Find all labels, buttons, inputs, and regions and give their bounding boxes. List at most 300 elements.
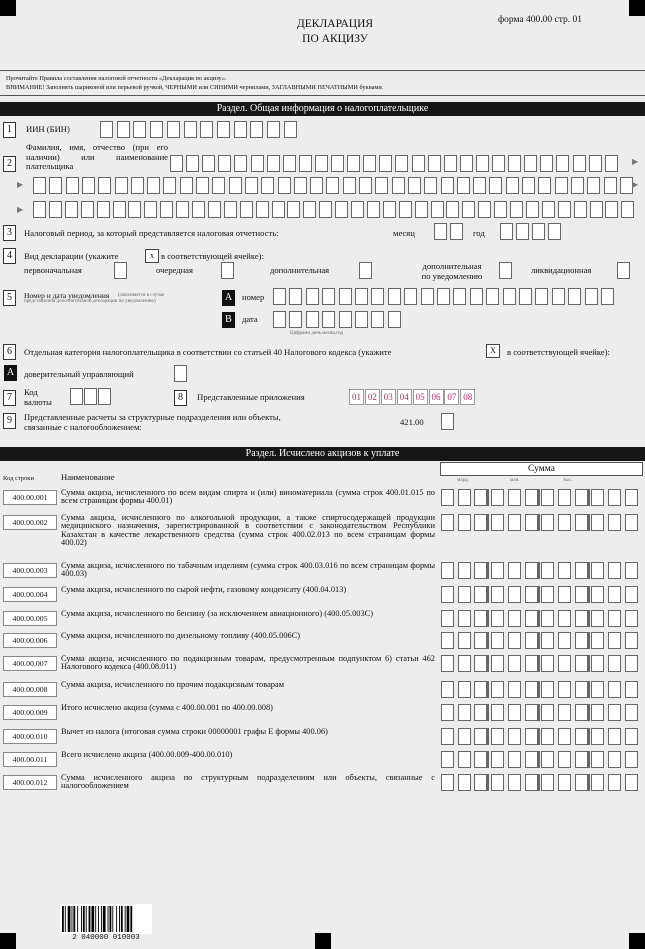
- notification-date-cell[interactable]: [388, 311, 401, 328]
- sum-digit-cell[interactable]: [508, 632, 521, 649]
- type-liquidation-checkbox[interactable]: [617, 262, 630, 279]
- sum-digit-cell[interactable]: [558, 514, 571, 531]
- attachment-number[interactable]: 02: [365, 389, 380, 405]
- name-cell[interactable]: [460, 155, 473, 172]
- sum-digit-cell[interactable]: [541, 728, 554, 745]
- attachment-number[interactable]: 03: [381, 389, 396, 405]
- sum-digit-cell[interactable]: [591, 489, 604, 506]
- sum-digit-cell[interactable]: [525, 562, 540, 579]
- period-year-cell[interactable]: [516, 223, 529, 240]
- iin-cell[interactable]: [284, 121, 297, 138]
- name-cell[interactable]: [299, 155, 312, 172]
- currency-cell[interactable]: [98, 388, 111, 405]
- period-month-cell[interactable]: [450, 223, 463, 240]
- sum-digit-cell[interactable]: [441, 586, 454, 603]
- name-cell[interactable]: [294, 177, 307, 194]
- notification-number-cell[interactable]: [519, 288, 532, 305]
- sum-digit-cell[interactable]: [591, 610, 604, 627]
- sum-digit-cell[interactable]: [608, 562, 621, 579]
- sum-digit-cell[interactable]: [625, 704, 638, 721]
- notification-number-cell[interactable]: [486, 288, 499, 305]
- sum-digit-cell[interactable]: [508, 514, 521, 531]
- name-cell[interactable]: [492, 155, 505, 172]
- iin-cell[interactable]: [117, 121, 130, 138]
- notification-number-cell[interactable]: [470, 288, 483, 305]
- name-cell[interactable]: [163, 177, 176, 194]
- sum-digit-cell[interactable]: [441, 514, 454, 531]
- name-cell[interactable]: [303, 201, 316, 218]
- sum-digit-cell[interactable]: [558, 586, 571, 603]
- name-cell[interactable]: [571, 177, 584, 194]
- name-cell[interactable]: [444, 155, 457, 172]
- name-cell[interactable]: [446, 201, 459, 218]
- name-cell[interactable]: [538, 177, 551, 194]
- name-cell[interactable]: [522, 177, 535, 194]
- iin-cell[interactable]: [184, 121, 197, 138]
- sum-digit-cell[interactable]: [441, 489, 454, 506]
- sum-digit-cell[interactable]: [558, 562, 571, 579]
- sum-digit-cell[interactable]: [625, 610, 638, 627]
- sum-digit-cell[interactable]: [508, 489, 521, 506]
- notification-date-cell[interactable]: [289, 311, 302, 328]
- name-cell[interactable]: [176, 201, 189, 218]
- sum-digit-cell[interactable]: [441, 751, 454, 768]
- sum-digit-cell[interactable]: [575, 728, 590, 745]
- sum-digit-cell[interactable]: [608, 728, 621, 745]
- name-cell[interactable]: [229, 177, 242, 194]
- sum-digit-cell[interactable]: [625, 514, 638, 531]
- sum-digit-cell[interactable]: [591, 728, 604, 745]
- iin-cell[interactable]: [200, 121, 213, 138]
- sum-digit-cell[interactable]: [525, 655, 540, 672]
- name-cell[interactable]: [558, 201, 571, 218]
- name-cell[interactable]: [49, 177, 62, 194]
- structural-checkbox[interactable]: [441, 413, 454, 430]
- sum-digit-cell[interactable]: [625, 728, 638, 745]
- sum-digit-cell[interactable]: [458, 610, 471, 627]
- name-cell[interactable]: [144, 201, 157, 218]
- sum-digit-cell[interactable]: [541, 774, 554, 791]
- name-cell[interactable]: [245, 177, 258, 194]
- sum-digit-cell[interactable]: [558, 681, 571, 698]
- name-cell[interactable]: [590, 201, 603, 218]
- sum-digit-cell[interactable]: [474, 751, 489, 768]
- sum-digit-cell[interactable]: [491, 514, 504, 531]
- name-cell[interactable]: [131, 177, 144, 194]
- notification-number-cell[interactable]: [371, 288, 384, 305]
- name-cell[interactable]: [457, 177, 470, 194]
- sum-digit-cell[interactable]: [575, 489, 590, 506]
- name-cell[interactable]: [335, 201, 348, 218]
- sum-digit-cell[interactable]: [441, 562, 454, 579]
- sum-digit-cell[interactable]: [508, 728, 521, 745]
- name-cell[interactable]: [424, 177, 437, 194]
- sum-digit-cell[interactable]: [558, 728, 571, 745]
- notification-number-cell[interactable]: [453, 288, 466, 305]
- sum-digit-cell[interactable]: [474, 586, 489, 603]
- sum-digit-cell[interactable]: [525, 728, 540, 745]
- sum-digit-cell[interactable]: [558, 704, 571, 721]
- sum-digit-cell[interactable]: [608, 632, 621, 649]
- name-cell[interactable]: [180, 177, 193, 194]
- sum-digit-cell[interactable]: [608, 586, 621, 603]
- sum-digit-cell[interactable]: [575, 632, 590, 649]
- sum-digit-cell[interactable]: [575, 774, 590, 791]
- sum-digit-cell[interactable]: [491, 681, 504, 698]
- sum-digit-cell[interactable]: [441, 774, 454, 791]
- name-cell[interactable]: [605, 155, 618, 172]
- iin-cell[interactable]: [234, 121, 247, 138]
- sum-digit-cell[interactable]: [458, 655, 471, 672]
- sum-digit-cell[interactable]: [558, 751, 571, 768]
- sum-digit-cell[interactable]: [525, 681, 540, 698]
- name-cell[interactable]: [506, 177, 519, 194]
- currency-cell[interactable]: [70, 388, 83, 405]
- sum-digit-cell[interactable]: [575, 610, 590, 627]
- sum-digit-cell[interactable]: [458, 704, 471, 721]
- sum-digit-cell[interactable]: [541, 610, 554, 627]
- type-initial-checkbox[interactable]: [114, 262, 127, 279]
- name-cell[interactable]: [589, 155, 602, 172]
- name-cell[interactable]: [251, 155, 264, 172]
- sum-digit-cell[interactable]: [441, 704, 454, 721]
- sum-digit-cell[interactable]: [575, 514, 590, 531]
- name-cell[interactable]: [555, 177, 568, 194]
- sum-digit-cell[interactable]: [491, 586, 504, 603]
- name-cell[interactable]: [473, 177, 486, 194]
- sum-digit-cell[interactable]: [474, 562, 489, 579]
- name-cell[interactable]: [33, 177, 46, 194]
- sum-digit-cell[interactable]: [458, 632, 471, 649]
- name-cell[interactable]: [510, 201, 523, 218]
- sum-digit-cell[interactable]: [558, 655, 571, 672]
- attachment-number[interactable]: 07: [444, 389, 459, 405]
- name-cell[interactable]: [462, 201, 475, 218]
- name-cell[interactable]: [351, 201, 364, 218]
- notification-number-cell[interactable]: [404, 288, 417, 305]
- name-cell[interactable]: [489, 177, 502, 194]
- sum-digit-cell[interactable]: [441, 610, 454, 627]
- notification-number-cell[interactable]: [273, 288, 286, 305]
- name-cell[interactable]: [441, 177, 454, 194]
- sum-digit-cell[interactable]: [491, 728, 504, 745]
- notification-number-cell[interactable]: [388, 288, 401, 305]
- name-cell[interactable]: [81, 201, 94, 218]
- name-cell[interactable]: [192, 201, 205, 218]
- sum-digit-cell[interactable]: [591, 681, 604, 698]
- name-cell[interactable]: [147, 177, 160, 194]
- notification-number-cell[interactable]: [306, 288, 319, 305]
- name-cell[interactable]: [218, 155, 231, 172]
- name-cell[interactable]: [604, 177, 617, 194]
- name-cell[interactable]: [363, 155, 376, 172]
- notification-number-cell[interactable]: [585, 288, 598, 305]
- notification-date-cell[interactable]: [355, 311, 368, 328]
- sum-digit-cell[interactable]: [558, 610, 571, 627]
- sum-digit-cell[interactable]: [491, 562, 504, 579]
- iin-cell[interactable]: [217, 121, 230, 138]
- iin-cell[interactable]: [167, 121, 180, 138]
- sum-digit-cell[interactable]: [525, 610, 540, 627]
- sum-digit-cell[interactable]: [575, 751, 590, 768]
- name-cell[interactable]: [428, 155, 441, 172]
- sum-digit-cell[interactable]: [458, 586, 471, 603]
- name-cell[interactable]: [202, 155, 215, 172]
- name-cell[interactable]: [212, 177, 225, 194]
- sum-digit-cell[interactable]: [508, 774, 521, 791]
- name-cell[interactable]: [574, 201, 587, 218]
- name-cell[interactable]: [113, 201, 126, 218]
- notification-number-cell[interactable]: [601, 288, 614, 305]
- name-cell[interactable]: [196, 177, 209, 194]
- sum-digit-cell[interactable]: [474, 774, 489, 791]
- name-cell[interactable]: [412, 155, 425, 172]
- sum-digit-cell[interactable]: [474, 489, 489, 506]
- sum-digit-cell[interactable]: [525, 751, 540, 768]
- currency-cell[interactable]: [84, 388, 97, 405]
- sum-digit-cell[interactable]: [525, 489, 540, 506]
- period-month-cell[interactable]: [434, 223, 447, 240]
- sum-digit-cell[interactable]: [441, 655, 454, 672]
- name-cell[interactable]: [97, 201, 110, 218]
- period-year-cell[interactable]: [532, 223, 545, 240]
- name-cell[interactable]: [478, 201, 491, 218]
- sum-digit-cell[interactable]: [441, 728, 454, 745]
- name-cell[interactable]: [343, 177, 356, 194]
- notification-number-cell[interactable]: [503, 288, 516, 305]
- sum-digit-cell[interactable]: [491, 774, 504, 791]
- name-cell[interactable]: [375, 177, 388, 194]
- name-cell[interactable]: [367, 201, 380, 218]
- name-cell[interactable]: [605, 201, 618, 218]
- sum-digit-cell[interactable]: [508, 562, 521, 579]
- name-cell[interactable]: [508, 155, 521, 172]
- sum-digit-cell[interactable]: [591, 586, 604, 603]
- name-cell[interactable]: [234, 155, 247, 172]
- notification-number-cell[interactable]: [355, 288, 368, 305]
- sum-digit-cell[interactable]: [525, 586, 540, 603]
- sum-digit-cell[interactable]: [491, 704, 504, 721]
- trustee-checkbox[interactable]: [174, 365, 187, 382]
- sum-digit-cell[interactable]: [508, 751, 521, 768]
- sum-digit-cell[interactable]: [575, 586, 590, 603]
- sum-digit-cell[interactable]: [541, 489, 554, 506]
- name-cell[interactable]: [379, 155, 392, 172]
- sum-digit-cell[interactable]: [541, 751, 554, 768]
- name-cell[interactable]: [542, 201, 555, 218]
- attachment-number[interactable]: 08: [460, 389, 475, 405]
- notification-date-cell[interactable]: [339, 311, 352, 328]
- sum-digit-cell[interactable]: [625, 681, 638, 698]
- sum-digit-cell[interactable]: [625, 655, 638, 672]
- name-cell[interactable]: [395, 155, 408, 172]
- iin-cell[interactable]: [267, 121, 280, 138]
- iin-cell[interactable]: [250, 121, 263, 138]
- sum-digit-cell[interactable]: [608, 610, 621, 627]
- sum-digit-cell[interactable]: [491, 751, 504, 768]
- period-year-cell[interactable]: [500, 223, 513, 240]
- sum-digit-cell[interactable]: [575, 655, 590, 672]
- name-cell[interactable]: [160, 201, 173, 218]
- notification-date-cell[interactable]: [322, 311, 335, 328]
- notification-number-cell[interactable]: [339, 288, 352, 305]
- sum-digit-cell[interactable]: [541, 655, 554, 672]
- sum-digit-cell[interactable]: [625, 586, 638, 603]
- name-cell[interactable]: [66, 177, 79, 194]
- sum-digit-cell[interactable]: [541, 562, 554, 579]
- sum-digit-cell[interactable]: [591, 704, 604, 721]
- name-cell[interactable]: [494, 201, 507, 218]
- notification-number-cell[interactable]: [289, 288, 302, 305]
- name-cell[interactable]: [359, 177, 372, 194]
- sum-digit-cell[interactable]: [608, 514, 621, 531]
- attachment-number[interactable]: 06: [429, 389, 444, 405]
- name-cell[interactable]: [278, 177, 291, 194]
- name-cell[interactable]: [267, 155, 280, 172]
- sum-digit-cell[interactable]: [525, 704, 540, 721]
- name-cell[interactable]: [310, 177, 323, 194]
- name-cell[interactable]: [33, 201, 46, 218]
- sum-digit-cell[interactable]: [491, 632, 504, 649]
- name-cell[interactable]: [287, 201, 300, 218]
- sum-digit-cell[interactable]: [625, 774, 638, 791]
- type-notice-checkbox[interactable]: [499, 262, 512, 279]
- name-cell[interactable]: [347, 155, 360, 172]
- name-cell[interactable]: [98, 177, 111, 194]
- iin-cell[interactable]: [133, 121, 146, 138]
- sum-digit-cell[interactable]: [491, 655, 504, 672]
- notification-number-cell[interactable]: [535, 288, 548, 305]
- notification-number-cell[interactable]: [322, 288, 335, 305]
- notification-number-cell[interactable]: [437, 288, 450, 305]
- sum-digit-cell[interactable]: [474, 681, 489, 698]
- sum-digit-cell[interactable]: [608, 774, 621, 791]
- sum-digit-cell[interactable]: [608, 704, 621, 721]
- name-cell[interactable]: [49, 201, 62, 218]
- sum-digit-cell[interactable]: [458, 514, 471, 531]
- sum-digit-cell[interactable]: [458, 728, 471, 745]
- name-cell[interactable]: [115, 177, 128, 194]
- name-cell[interactable]: [540, 155, 553, 172]
- name-cell[interactable]: [620, 177, 633, 194]
- attachment-number[interactable]: 01: [349, 389, 364, 405]
- notification-number-cell[interactable]: [568, 288, 581, 305]
- name-cell[interactable]: [476, 155, 489, 172]
- name-cell[interactable]: [383, 201, 396, 218]
- name-cell[interactable]: [621, 201, 634, 218]
- name-cell[interactable]: [573, 155, 586, 172]
- sum-digit-cell[interactable]: [625, 632, 638, 649]
- sum-digit-cell[interactable]: [474, 610, 489, 627]
- sum-digit-cell[interactable]: [541, 632, 554, 649]
- sum-digit-cell[interactable]: [508, 655, 521, 672]
- name-cell[interactable]: [261, 177, 274, 194]
- sum-digit-cell[interactable]: [591, 562, 604, 579]
- sum-digit-cell[interactable]: [508, 586, 521, 603]
- sum-digit-cell[interactable]: [458, 751, 471, 768]
- sum-digit-cell[interactable]: [541, 704, 554, 721]
- type-regular-checkbox[interactable]: [221, 262, 234, 279]
- sum-digit-cell[interactable]: [625, 751, 638, 768]
- sum-digit-cell[interactable]: [608, 681, 621, 698]
- sum-digit-cell[interactable]: [591, 514, 604, 531]
- sum-digit-cell[interactable]: [575, 681, 590, 698]
- sum-digit-cell[interactable]: [441, 632, 454, 649]
- name-cell[interactable]: [524, 155, 537, 172]
- sum-digit-cell[interactable]: [458, 681, 471, 698]
- name-cell[interactable]: [319, 201, 332, 218]
- sum-digit-cell[interactable]: [458, 562, 471, 579]
- sum-digit-cell[interactable]: [491, 489, 504, 506]
- sum-digit-cell[interactable]: [608, 751, 621, 768]
- notification-number-cell[interactable]: [552, 288, 565, 305]
- sum-digit-cell[interactable]: [558, 489, 571, 506]
- sum-digit-cell[interactable]: [575, 562, 590, 579]
- sum-digit-cell[interactable]: [591, 655, 604, 672]
- sum-digit-cell[interactable]: [591, 632, 604, 649]
- name-cell[interactable]: [208, 201, 221, 218]
- name-cell[interactable]: [272, 201, 285, 218]
- sum-digit-cell[interactable]: [474, 514, 489, 531]
- sum-digit-cell[interactable]: [491, 610, 504, 627]
- sum-digit-cell[interactable]: [508, 704, 521, 721]
- name-cell[interactable]: [526, 201, 539, 218]
- sum-digit-cell[interactable]: [541, 586, 554, 603]
- sum-digit-cell[interactable]: [608, 655, 621, 672]
- sum-digit-cell[interactable]: [508, 681, 521, 698]
- sum-digit-cell[interactable]: [558, 632, 571, 649]
- notification-number-cell[interactable]: [421, 288, 434, 305]
- sum-digit-cell[interactable]: [441, 681, 454, 698]
- iin-cell[interactable]: [150, 121, 163, 138]
- sum-digit-cell[interactable]: [474, 655, 489, 672]
- name-cell[interactable]: [240, 201, 253, 218]
- sum-digit-cell[interactable]: [541, 681, 554, 698]
- sum-digit-cell[interactable]: [591, 751, 604, 768]
- name-cell[interactable]: [431, 201, 444, 218]
- sum-digit-cell[interactable]: [508, 610, 521, 627]
- sum-digit-cell[interactable]: [474, 728, 489, 745]
- attachment-number[interactable]: 04: [397, 389, 412, 405]
- name-cell[interactable]: [415, 201, 428, 218]
- name-cell[interactable]: [170, 155, 183, 172]
- sum-digit-cell[interactable]: [525, 632, 540, 649]
- name-cell[interactable]: [283, 155, 296, 172]
- sum-digit-cell[interactable]: [458, 489, 471, 506]
- name-cell[interactable]: [392, 177, 405, 194]
- name-cell[interactable]: [408, 177, 421, 194]
- name-cell[interactable]: [556, 155, 569, 172]
- name-cell[interactable]: [82, 177, 95, 194]
- name-cell[interactable]: [315, 155, 328, 172]
- sum-digit-cell[interactable]: [558, 774, 571, 791]
- sum-digit-cell[interactable]: [525, 774, 540, 791]
- sum-digit-cell[interactable]: [474, 704, 489, 721]
- attachment-number[interactable]: 05: [413, 389, 428, 405]
- sum-digit-cell[interactable]: [575, 704, 590, 721]
- name-cell[interactable]: [331, 155, 344, 172]
- notification-date-cell[interactable]: [306, 311, 319, 328]
- name-cell[interactable]: [256, 201, 269, 218]
- name-cell[interactable]: [65, 201, 78, 218]
- iin-cell[interactable]: [100, 121, 113, 138]
- sum-digit-cell[interactable]: [474, 632, 489, 649]
- sum-digit-cell[interactable]: [591, 774, 604, 791]
- sum-digit-cell[interactable]: [541, 514, 554, 531]
- name-cell[interactable]: [587, 177, 600, 194]
- name-cell[interactable]: [326, 177, 339, 194]
- sum-digit-cell[interactable]: [625, 489, 638, 506]
